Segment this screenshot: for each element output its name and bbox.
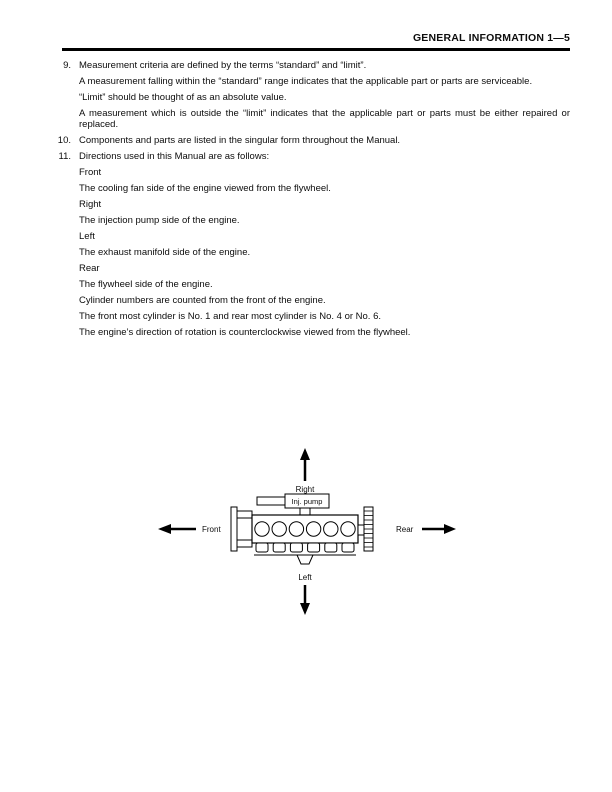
paragraph: Cylinder numbers are counted from the front of the engine. bbox=[79, 295, 326, 306]
item-number: 11. bbox=[58, 151, 71, 162]
direction-term: Left bbox=[79, 231, 95, 242]
list-item-10 bbox=[50, 135, 570, 151]
engine-block bbox=[252, 515, 358, 543]
cylinder-circle bbox=[272, 522, 286, 536]
paragraph: The injection pump side of the engine. bbox=[79, 215, 240, 226]
item-body bbox=[79, 60, 570, 135]
paragraph: Measurement criteria are defined by the terms “standard” and “limit”. bbox=[79, 60, 367, 71]
body-text bbox=[50, 60, 570, 343]
engine-orientation-figure bbox=[150, 445, 462, 617]
page-header bbox=[62, 32, 570, 51]
rear-direction-label: Rear bbox=[396, 525, 414, 534]
list-item-9 bbox=[50, 60, 570, 135]
flywheel-ring-gear bbox=[358, 507, 373, 551]
list-item-11 bbox=[50, 151, 570, 343]
paragraph: The cooling fan side of the engine viewed from the flywheel. bbox=[79, 183, 331, 194]
direction-term: Right bbox=[79, 199, 102, 210]
header-rule bbox=[62, 48, 570, 51]
engine-orientation-diagram bbox=[150, 445, 462, 617]
cooling-fan-bracket bbox=[231, 507, 252, 551]
paragraph: The exhaust manifold side of the engine. bbox=[79, 247, 251, 258]
page-title: GENERAL INFORMATION 1—5 bbox=[412, 32, 570, 44]
paragraph: Components and parts are listed in the singular form throughout the Manual. bbox=[79, 135, 401, 146]
left-direction-label: Left bbox=[298, 573, 312, 582]
cylinder-circle bbox=[255, 522, 269, 536]
item-number: 10. bbox=[57, 135, 71, 146]
cylinder-circle bbox=[289, 522, 303, 536]
right-arrow-icon bbox=[422, 524, 456, 534]
paragraph: A measurement falling within the “standard” range indicates that the applicable part or parts are serviceable. bbox=[79, 76, 533, 87]
paragraph: The front most cylinder is No. 1 and rear most cylinder is No. 4 or No. 6. bbox=[79, 311, 382, 322]
direction-term: Rear bbox=[79, 263, 100, 274]
down-arrow-icon bbox=[300, 585, 310, 615]
front-direction-label: Front bbox=[202, 525, 221, 534]
right-direction-label: Right bbox=[295, 485, 315, 494]
direction-term: Front bbox=[79, 167, 102, 178]
up-arrow-icon bbox=[300, 448, 310, 481]
exhaust-manifold bbox=[254, 543, 356, 564]
cylinder-circle bbox=[341, 522, 355, 536]
left-arrow-icon bbox=[158, 524, 196, 534]
cylinder-circle bbox=[306, 522, 320, 536]
paragraph: The engine’s direction of rotation is counterclockwise viewed from the flywheel. bbox=[79, 327, 411, 338]
injection-pump bbox=[257, 494, 329, 515]
item-body bbox=[79, 135, 570, 151]
paragraph: The flywheel side of the engine. bbox=[79, 279, 213, 290]
paragraph: A measurement which is outside the “limit” indicates that the applicable part or parts must be either repaired or replaced. bbox=[79, 108, 570, 130]
paragraph: “Limit” should be thought of as an absolute value. bbox=[79, 92, 287, 103]
item-body bbox=[79, 151, 570, 343]
item-number: 9. bbox=[63, 60, 71, 71]
cylinder-circle bbox=[324, 522, 338, 536]
inj-pump-label: Inj. pump bbox=[291, 497, 323, 506]
paragraph: Directions used in this Manual are as follows: bbox=[79, 151, 270, 162]
